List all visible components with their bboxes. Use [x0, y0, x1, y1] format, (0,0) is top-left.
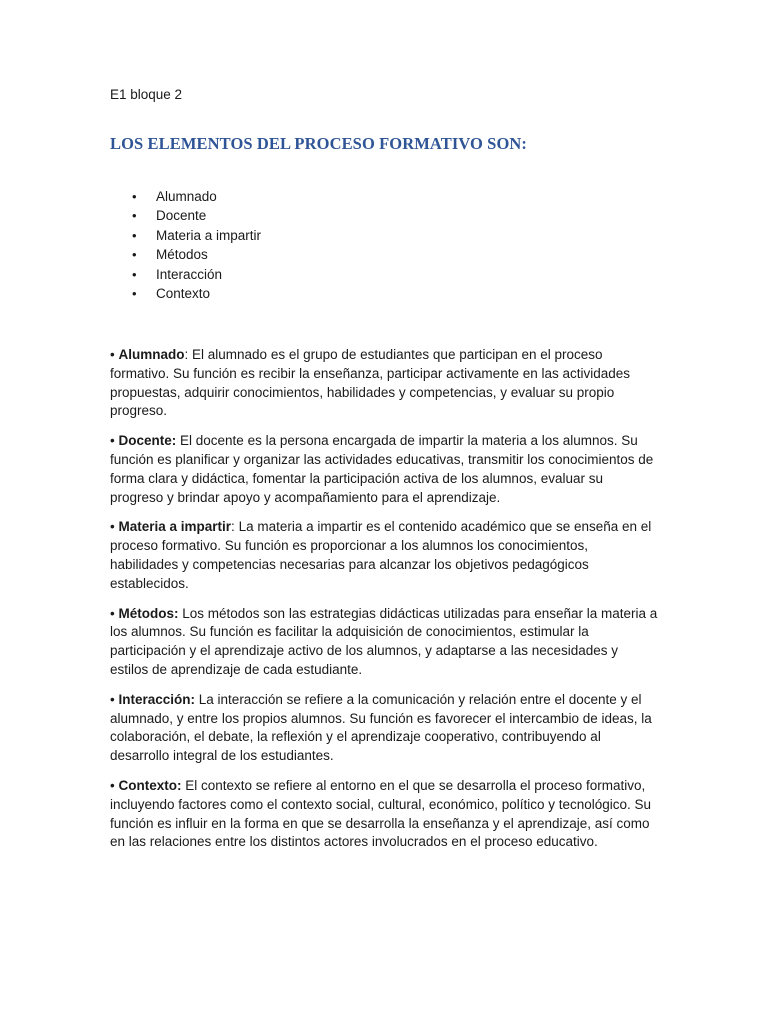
paragraph-docente: [110, 432, 660, 507]
list-item: [110, 265, 261, 284]
list-item-label: Materia a impartir: [156, 227, 262, 243]
paragraph-bullet: •: [110, 605, 115, 621]
list-item: [110, 187, 261, 206]
document-title: LOS ELEMENTOS DEL PROCESO FORMATIVO SON:: [110, 134, 528, 153]
paragraph-metodos: [110, 605, 660, 680]
paragraph-text: La interacción se refiere a la comunicación y relación entre el docente y el alumnado, y entre los propios alumnos. Su función es favorecer el intercambio de ideas, la colaboración, el debate, la reflexión y el aprendizaje cooperativo, contribuyendo al desarrollo integral de los estudiantes.: [110, 691, 652, 764]
elements-list: [110, 187, 261, 303]
list-item-label: Contexto: [156, 285, 211, 301]
bullet-icon: •: [132, 285, 137, 301]
paragraph-separator: :: [184, 347, 189, 362]
paragraph-text: El contexto se refiere al entorno en el que se desarrolla el proceso formativo, incluyendo factores como el contexto social, cultural, económico, político y tecnológico. Su función es influir en la forma en que se desarrolla la enseñanza y el aprendizaje, así como en las relaciones entre los distintos actores involucrados en el proceso educativo.: [110, 777, 652, 850]
paragraph-materia: [110, 518, 660, 593]
bullet-icon: •: [132, 247, 137, 263]
paragraph-text: El alumnado es el grupo de estudiantes que participan en el proceso formativo. Su función es recibir la enseñanza, participar activamente en las actividades propuestas, adquirir conocimientos, habilidades y competencias, y evaluar su propio progreso.: [110, 347, 631, 419]
paragraph-separator: :: [231, 519, 235, 535]
paragraph-bullet: •: [110, 777, 115, 793]
list-item-label: Interacción: [156, 266, 223, 282]
paragraph-text: Los métodos son las estrategias didácticas utilizadas para enseñar la materia a los alumnos. Su función es facilitar la adquisición de conocimientos, estimular la participación y el aprendizaje activo de los alumnos, y adaptarse a las necesidades y estilos de aprendizaje de cada estudiante.: [110, 605, 658, 677]
list-item: [110, 226, 261, 245]
list-item: [110, 284, 261, 303]
paragraph-bullet: •: [110, 691, 115, 707]
paragraph-text: El docente es la persona encargada de impartir la materia a los alumnos. Su función es planificar y organizar las actividades educativas, transmitir los conocimientos de forma clara y didáctica, fomentar la participación activa de los alumnos, evaluar su progreso y brindar apoyo y acompañamiento para el aprendizaje.: [110, 433, 654, 505]
paragraph-term: Alumnado: [118, 347, 185, 362]
paragraph-term: Contexto:: [118, 777, 182, 793]
list-item-label: Métodos: [156, 247, 208, 263]
bullet-icon: •: [132, 189, 137, 204]
document-header: E1 bloque 2: [110, 87, 183, 102]
paragraph-interaccion: [110, 691, 660, 766]
paragraph-bullet: •: [110, 347, 115, 362]
paragraph-term: Materia a impartir: [118, 519, 232, 535]
paragraph-term: Interacción:: [118, 691, 196, 707]
list-item: [110, 245, 261, 264]
descriptions-section: [110, 346, 660, 863]
paragraph-term: Docente:: [118, 433, 177, 449]
paragraph-alumnado: [110, 346, 660, 421]
paragraph-term: Métodos:: [118, 605, 179, 621]
paragraph-text: La materia a impartir es el contenido académico que se enseña en el proceso formativo. Su función es proporcionar a los alumnos los conocimientos, habilidades y competencias necesarias para alcanzar los objetivos pedagógicos establecidos.: [110, 519, 652, 591]
paragraph-bullet: •: [110, 519, 115, 535]
paragraph-contexto: [110, 777, 660, 852]
bullet-icon: •: [132, 208, 137, 224]
list-item-label: Docente: [156, 208, 207, 224]
paragraph-bullet: •: [110, 433, 115, 449]
list-item-label: Alumnado: [156, 189, 217, 204]
bullet-icon: •: [132, 227, 137, 243]
list-item: [110, 206, 261, 225]
bullet-icon: •: [132, 266, 137, 282]
